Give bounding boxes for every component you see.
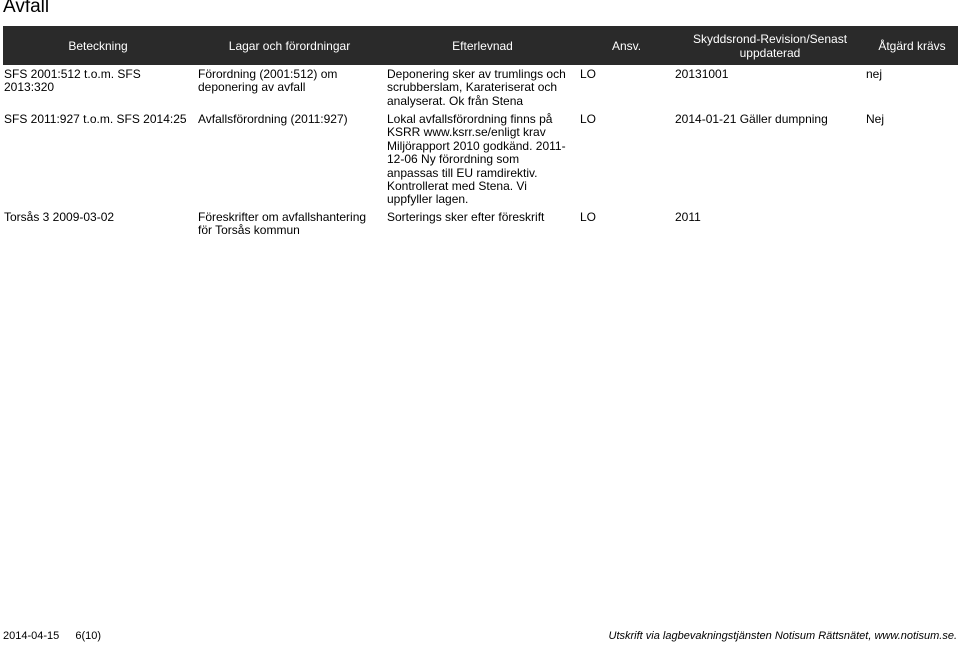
header-atgard: Åtgärd krävs [878, 38, 946, 53]
table-header [3, 26, 958, 65]
footer-meta [3, 630, 101, 643]
cell-atgard: Nej [866, 112, 885, 126]
header-ansv: Ansv. [611, 38, 642, 53]
header-efterlevnad: Efterlevnad [452, 38, 513, 53]
footer-credit: Utskrift via lagbevakningstjänsten Notisum Rättsnätet, www.notisum.se. [608, 630, 957, 642]
page-title: Avfall [3, 0, 50, 17]
footer-date: 2014-04-15 [3, 630, 60, 642]
cell-ansv: LO [580, 112, 597, 126]
cell-ansv: LO [580, 210, 597, 224]
cell-atgard: nej [866, 67, 883, 81]
header-lagar: Lagar och förordningar [228, 38, 351, 53]
cell-beteckning: Torsås 3 2009-03-02 [4, 210, 115, 224]
header-revision: Skyddsrond-Revision/Senast uppdaterad [692, 31, 848, 60]
cell-beteckning: SFS 2001:512 t.o.m. SFS 2013:320 [4, 67, 141, 95]
cell-revision: 20131001 [675, 67, 729, 81]
cell-efterlevnad: Sorterings sker efter föreskrift [387, 210, 545, 224]
cell-lagar: Föreskrifter om avfallshantering för Torsås kommun [198, 210, 367, 238]
cell-beteckning: SFS 2011:927 t.o.m. SFS 2014:25 [4, 112, 187, 126]
cell-lagar: Förordning (2001:512) om deponering av avfall [198, 67, 338, 95]
footer-page-number: 6(10) [75, 630, 102, 642]
cell-ansv: LO [580, 67, 597, 81]
cell-efterlevnad: Deponering sker av trumlings och scrubberslam, Karateriserat och analyserat. Ok från Stena [387, 67, 566, 108]
cell-revision: 2014-01-21 Gäller dumpning [675, 112, 828, 126]
cell-lagar: Avfallsförordning (2011:927) [198, 112, 348, 126]
cell-efterlevnad: Lokal avfallsförordning finns på KSRR www.ksrr.se/enligt krav Miljörapport 2010 godkänd. 2011-12-06 Ny förordning som anpassas till EU ramdirektiv. Kontrollerat med Stena. Vi uppfyller lagen. [387, 112, 566, 207]
cell-revision: 2011 [675, 210, 701, 224]
header-beteckning: Beteckning [68, 38, 128, 53]
